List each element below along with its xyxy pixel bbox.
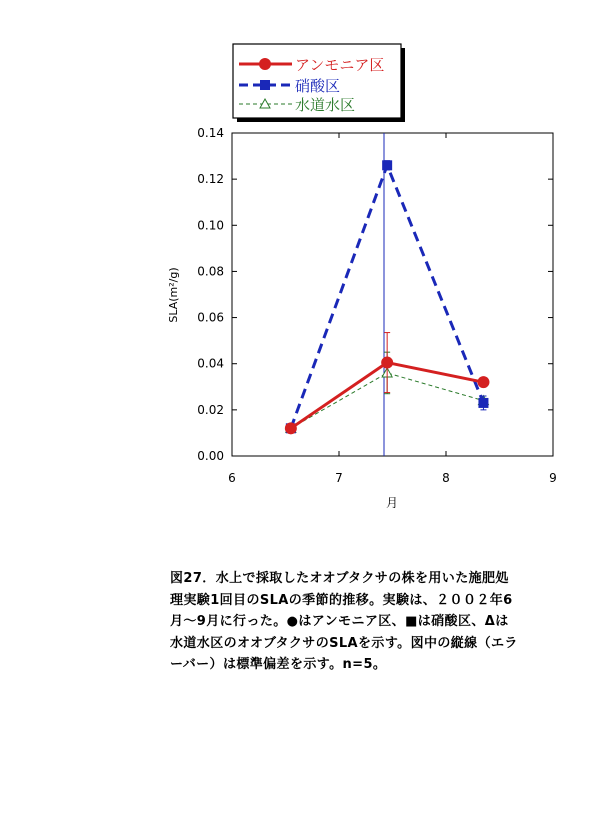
x-tick-label: 6 bbox=[228, 471, 236, 485]
caption-line: 水道水区のオオブタクサのSLAを示す。図中の縦線（エラ bbox=[170, 635, 518, 651]
legend bbox=[233, 44, 405, 122]
figure-caption bbox=[170, 568, 562, 676]
y-tick-label: 0.08 bbox=[197, 264, 224, 279]
series-layer bbox=[285, 160, 490, 434]
y-tick-label: 0.10 bbox=[197, 218, 224, 233]
data-point bbox=[382, 160, 392, 170]
y-tick-label: 0.06 bbox=[197, 310, 224, 325]
legend-marker-nitrate bbox=[260, 80, 270, 90]
x-tick-label: 9 bbox=[549, 471, 557, 485]
series-0 bbox=[285, 333, 490, 435]
legend-label-ammonia: アンモニア区 bbox=[295, 56, 385, 74]
x-axis bbox=[228, 133, 557, 485]
caption-line: 月～9月に行った。●はアンモニア区、■は硝酸区、Δは bbox=[170, 614, 509, 629]
x-tick-label: 8 bbox=[442, 471, 450, 485]
caption-line: 理実験1回目のSLAの季節的推移。実験は、２００２年6 bbox=[170, 592, 513, 608]
caption-line: 図27．水上で採取したオオブタクサの株を用いた施肥処 bbox=[170, 571, 509, 586]
legend-marker-ammonia bbox=[259, 58, 271, 70]
caption-line: ーバー）は標準偏差を示す。n=5。 bbox=[170, 657, 387, 672]
x-axis-label: 月 bbox=[385, 496, 399, 510]
data-point bbox=[381, 357, 393, 369]
y-tick-label: 0.00 bbox=[197, 449, 224, 463]
legend-label-tapwater: 水道水区 bbox=[295, 96, 356, 114]
y-tick-label: 0.02 bbox=[197, 402, 224, 417]
y-tick-label: 0.04 bbox=[197, 356, 224, 371]
y-tick-label: 0.14 bbox=[197, 126, 224, 140]
y-tick-label: 0.12 bbox=[197, 172, 224, 187]
y-axis bbox=[197, 126, 553, 463]
data-point bbox=[478, 398, 488, 408]
legend-label-nitrate: 硝酸区 bbox=[295, 77, 341, 95]
data-point bbox=[285, 422, 297, 434]
x-tick-label: 7 bbox=[335, 471, 343, 485]
y-axis-label: SLA(m²/g) bbox=[167, 267, 180, 323]
data-point bbox=[477, 376, 489, 388]
